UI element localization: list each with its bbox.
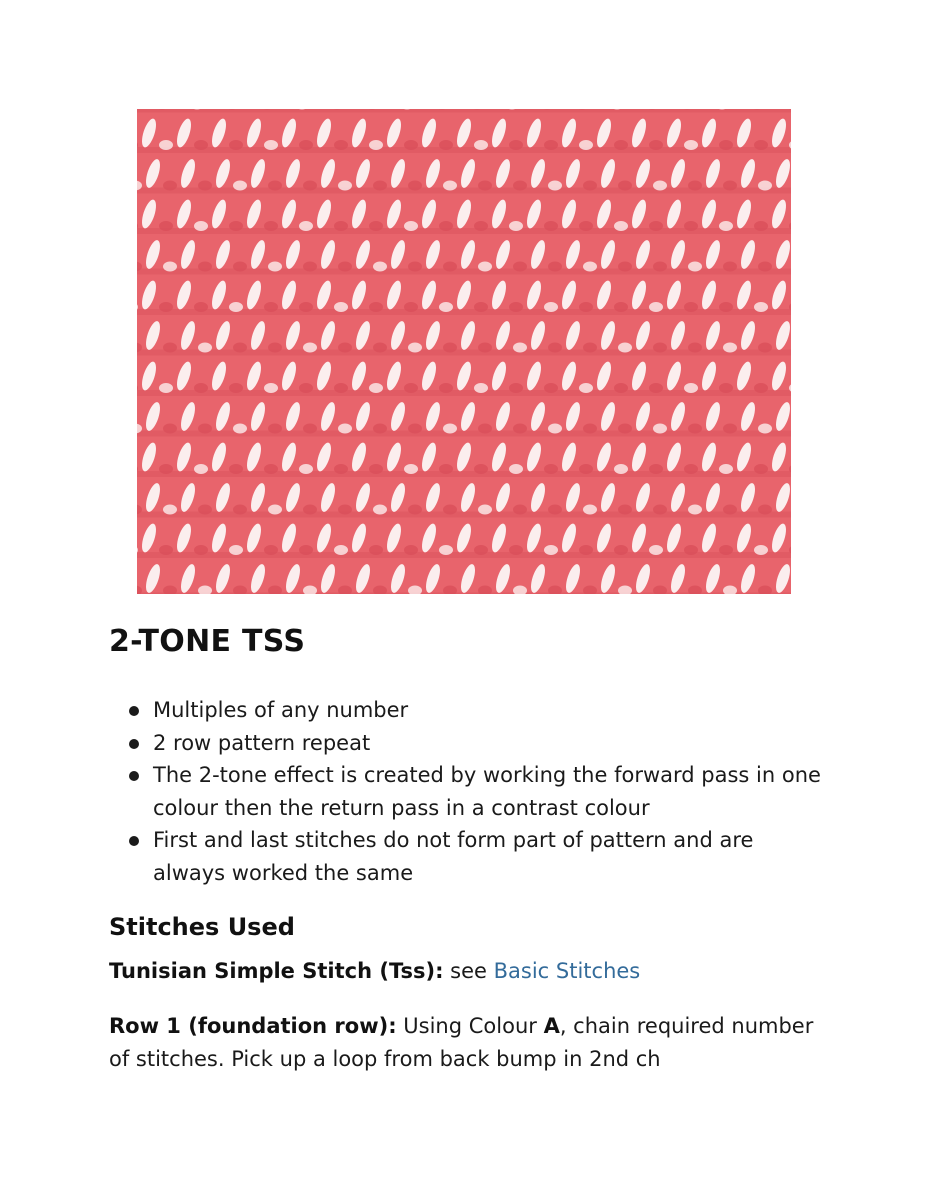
stitch-texture [137, 109, 791, 594]
colour-a-label: A [543, 1014, 560, 1038]
bullet-icon [129, 771, 139, 781]
list-item-text: 2 row pattern repeat [153, 730, 371, 755]
list-item [109, 727, 829, 760]
stitch-label: Tunisian Simple Stitch (Tss): [109, 959, 444, 983]
bullet-icon [129, 739, 139, 749]
list-item [109, 694, 829, 727]
row-1-label: Row 1 (foundation row): [109, 1014, 397, 1038]
bullet-icon [129, 836, 139, 846]
stitch-definition [109, 955, 829, 988]
list-item [109, 759, 829, 824]
page-title: 2-TONE TSS [109, 624, 306, 659]
row-1-instructions [109, 1010, 829, 1075]
feature-list [109, 694, 829, 890]
list-item [109, 824, 829, 889]
list-item-text: First and last stitches do not form part of pattern and are always worked the same [153, 828, 754, 885]
list-item-text: The 2-tone effect is created by working the forward pass in one colour then the return pass in a contrast colour [153, 763, 821, 820]
bullet-icon [129, 706, 139, 716]
row-1-text-b: , chain required number of stitches. Pick up a loop from back bump in 2nd ch [109, 1014, 814, 1071]
basic-stitches-link[interactable]: Basic Stitches [493, 959, 641, 983]
stitches-used-heading: Stitches Used [109, 913, 295, 941]
row-1-text-a: Using Colour [396, 1014, 544, 1038]
stitch-text: see [443, 959, 494, 983]
stitch-swatch-image [137, 109, 791, 594]
list-item-text: Multiples of any number [153, 698, 409, 722]
